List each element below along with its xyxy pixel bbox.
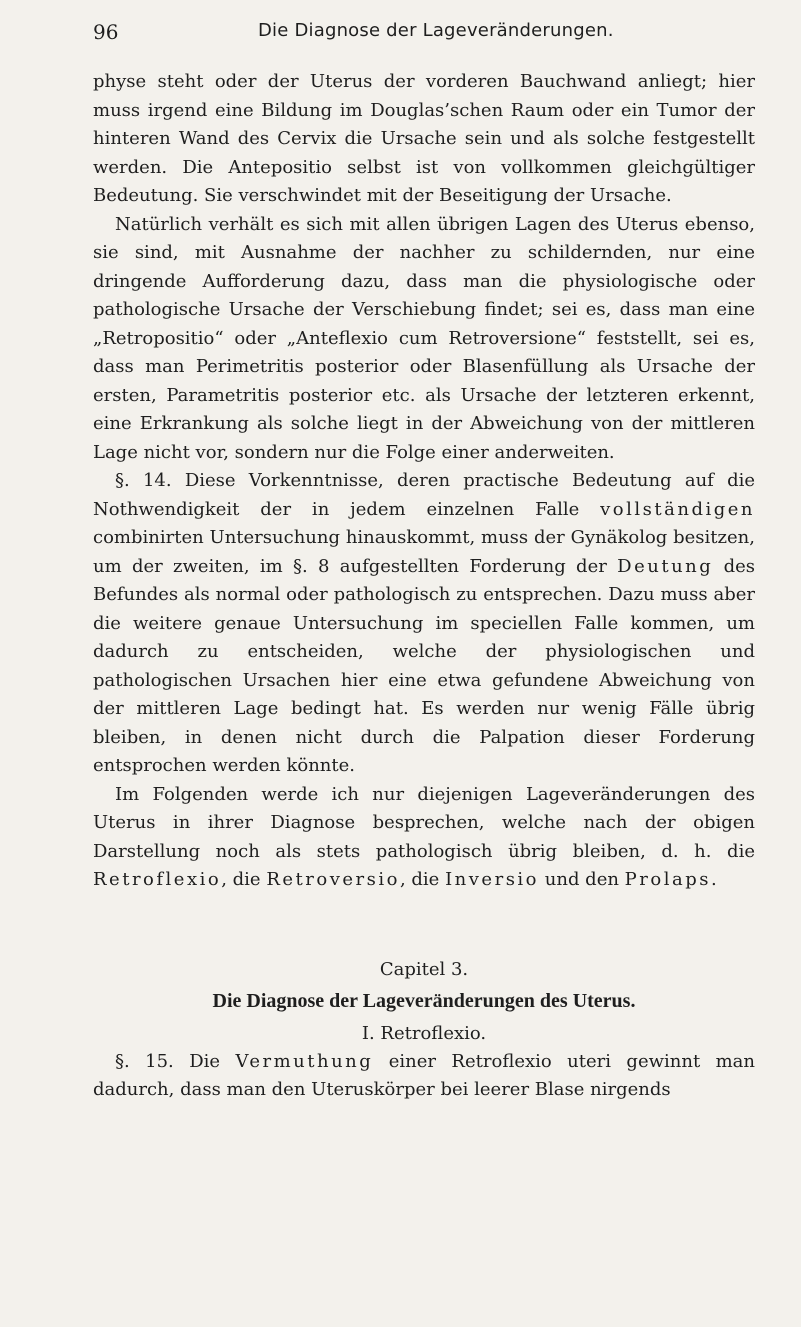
running-head: Die Diagnose der Lageveränderungen. [258, 20, 614, 41]
text-run: , die [221, 869, 267, 890]
text-run: einer Retroflexio uteri gewinnt man dadurch, dass man den Uteruskörper bei leerer Blase nirgends [93, 1050, 756, 1100]
text-run: und den [539, 869, 625, 890]
text-run: Im Folgenden werde ich nur diejenigen Lageveränderungen des Uterus in ihrer Diagnose besprechen, welche nach der obigen Darstellung noch als stets pathologisch übrig bleiben, d. h. die [93, 783, 755, 862]
emphasis: Prolaps [624, 869, 711, 890]
text-run: §. 14. Diese Vorkenntnisse, deren practische Bedeutung auf die Nothwendigkeit der in jedem einzelnen Falle [93, 470, 755, 520]
text-run: , die [399, 869, 446, 890]
paragraph-4 [93, 781, 755, 895]
emphasis: Vermuthung [235, 1050, 374, 1072]
paragraph-5 [93, 1048, 755, 1105]
emphasis: Deutung [617, 555, 714, 577]
text-run: des Befundes als normal oder pathologisch zu entsprechen. Dazu muss aber die weitere genaue Untersuchung im speciellen Falle kommen, um dadurch zu entscheiden, welche der physiologischen und pathologischen Ursachen hier eine etwa gefundene Abweichung von der mittleren Lage bedingt hat. Es werden nur wenig Fälle übrig bleiben, in denen nicht durch die Palpation dieser Forderung entsprochen werden könnte. [93, 555, 755, 776]
chapter-label: Capitel 3. [379, 958, 469, 980]
emphasis: vollständigen [600, 498, 755, 520]
emphasis: Retroversio [266, 869, 400, 890]
emphasis: Retroflexio [93, 869, 222, 890]
text-run: §. 15. Die [115, 1050, 236, 1072]
section-title: I. Retroflexio. [361, 1022, 487, 1044]
text-run: . [710, 869, 717, 890]
chapter-title: Die Diagnose der Lageveränderungen des Uterus. [212, 989, 636, 1012]
emphasis: Inversio [445, 869, 540, 890]
paragraph-3 [93, 467, 755, 781]
page-header [93, 20, 755, 50]
paragraph-1: physe steht oder der Uterus der vorderen Bauchwand anliegt; hier muss irgend eine Bildung im Douglas’schen Raum oder ein Tumor der hinteren Wand des Cervix die Ursache sein und als solche festgestellt werden. Die Antepositio selbst ist von vollkommen gleichgültiger Bedeutung. Sie verschwindet mit der Beseitigung der Ursache. [93, 71, 755, 206]
paragraph-2: Natürlich verhält es sich mit allen übrigen Lagen des Uterus ebenso, sie sind, mit Ausnahme der nachher zu schildernden, nur eine dringende Aufforderung dazu, dass man die physiologische oder pathologische Ursache der Verschiebung findet; sei es, dass man eine „Retropositio“ oder „Anteflexio cum Retroversione“ feststellt, sei es, dass man Perimetritis posterior oder Blasenfüllung als Ursache der ersten, Parametritis posterior etc. als Ursache der letzteren erkennt, eine Erkrankung als solche liegt in der Abweichung von der mittleren Lage nicht vor, sondern nur die Folge einer anderweiten. [93, 213, 755, 463]
text-run: combinirten Untersuchung hinauskommt, muss der Gynäkolog besitzen, um der zweiten, im §. 8 aufgestellten Forderung der [93, 527, 755, 577]
page-number: 96 [93, 20, 119, 44]
